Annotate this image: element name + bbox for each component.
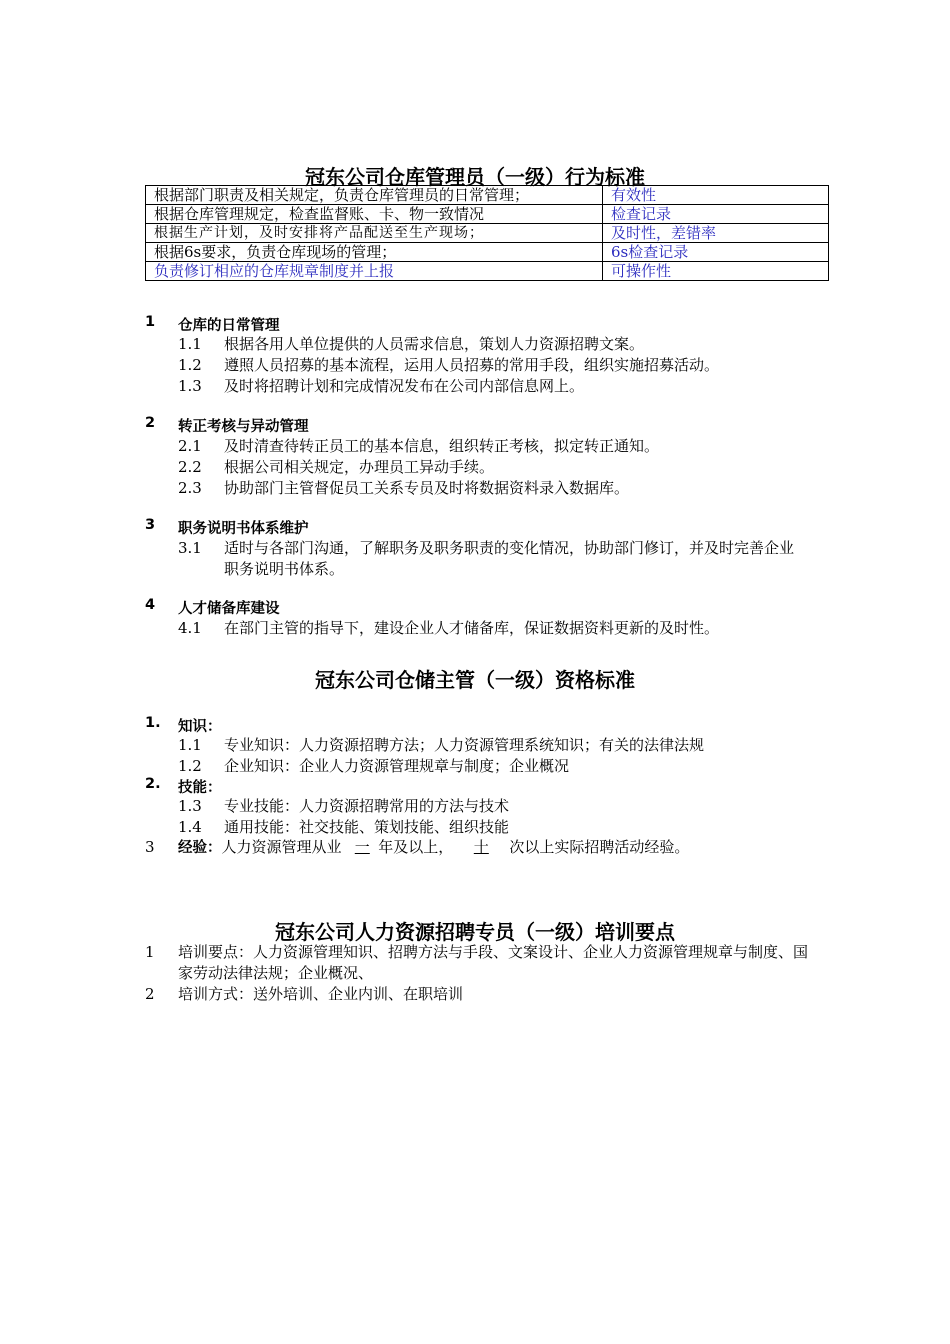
item-text: 在部门主管的指导下，建设企业人才储备库，保证数据资料更新的及时性。 bbox=[224, 619, 720, 637]
table-row bbox=[146, 224, 829, 243]
section-number: 1 bbox=[145, 314, 156, 330]
training-points-title: 冠东公司人力资源招聘专员（一级）培训要点 bbox=[275, 920, 675, 944]
table-cell: 有效性 bbox=[603, 186, 829, 205]
section-heading: 人才储备库建设 bbox=[178, 601, 280, 617]
table-cell: 及时性，差错率 bbox=[603, 224, 829, 243]
item-number: 4.1 bbox=[178, 619, 202, 637]
experience-line bbox=[178, 837, 814, 859]
item-number: 2.1 bbox=[178, 437, 202, 455]
table-row bbox=[146, 205, 829, 224]
item-number: 2.2 bbox=[178, 458, 202, 476]
behavior-standard-title: 冠东公司仓库管理员（一级）行为标准 bbox=[305, 165, 645, 189]
item-text: 适时与各部门沟通，了解职务及职务职责的变化情况，协助部门修订，并及时完善企业职务说明书体系。 bbox=[224, 539, 795, 578]
section-number: 3 bbox=[145, 838, 155, 856]
section-heading: 知识： bbox=[178, 719, 222, 735]
item-text: 专业技能：人力资源招聘常用的方法与技术 bbox=[224, 797, 510, 815]
section-number: 1. bbox=[145, 715, 161, 731]
item-text: 协助部门主管督促员工关系专员及时将数据资料录入数据库。 bbox=[224, 479, 630, 497]
item-number: 1.1 bbox=[178, 736, 202, 754]
table-cell: 根据部门职责及相关规定，负责仓库管理员的日常管理； bbox=[146, 186, 603, 205]
table-row bbox=[146, 262, 829, 281]
section-heading: 技能： bbox=[178, 780, 222, 796]
experience-text: 年及以上， bbox=[378, 838, 454, 856]
table-cell: 根据生产计划，及时安排将产品配送至生产现场； bbox=[146, 224, 603, 243]
section-number: 2. bbox=[145, 776, 161, 792]
section-number: 4 bbox=[145, 597, 156, 613]
table-cell: 检查记录 bbox=[603, 205, 829, 224]
item-text: 及时清查待转正员工的基本信息，组织转正考核，拟定转正通知。 bbox=[224, 437, 660, 455]
table-row bbox=[146, 243, 829, 262]
training-item-text: 培训方式：送外培训、企业内训、在职培训 bbox=[178, 985, 464, 1003]
section-heading: 仓库的日常管理 bbox=[178, 318, 280, 334]
section-number: 2 bbox=[145, 415, 156, 431]
item-text: 根据公司相关规定，办理员工异动手续。 bbox=[224, 458, 495, 476]
item-number: 2 bbox=[145, 985, 155, 1003]
training-item-text: 培训要点：人力资源管理知识、招聘方法与手段、文案设计、企业人力资源管理规章与制度、国家劳动法律法规；企业概况、 bbox=[178, 943, 809, 982]
experience-times: 十 bbox=[473, 838, 489, 856]
behavior-standard-table bbox=[145, 185, 829, 281]
item-text: 企业知识：企业人力资源管理规章与制度；企业概况 bbox=[224, 757, 570, 775]
table-cell: 根据6s要求，负责仓库现场的管理； bbox=[146, 243, 603, 262]
experience-text: 人力资源管理从业 bbox=[221, 838, 342, 856]
item-number: 2.3 bbox=[178, 479, 202, 497]
experience-years: 一 bbox=[354, 838, 370, 856]
table-cell: 根据仓库管理规定，检查监督账、卡、物一致情况 bbox=[146, 205, 603, 224]
section-number: 3 bbox=[145, 517, 156, 533]
item-text: 根据各用人单位提供的人员需求信息，策划人力资源招聘文案。 bbox=[224, 335, 645, 353]
item-text: 及时将招聘计划和完成情况发布在公司内部信息网上。 bbox=[224, 377, 585, 395]
item-number: 3.1 bbox=[178, 539, 202, 557]
item-number: 1.2 bbox=[178, 356, 202, 374]
item-number: 1.1 bbox=[178, 335, 202, 353]
section-heading: 转正考核与异动管理 bbox=[178, 419, 309, 435]
item-number: 1.3 bbox=[178, 377, 202, 395]
section-heading: 职务说明书体系维护 bbox=[178, 521, 309, 537]
table-cell: 负责修订相应的仓库规章制度并上报 bbox=[146, 262, 603, 281]
item-number: 1.3 bbox=[178, 797, 202, 815]
item-text: 通用技能：社交技能、策划技能、组织技能 bbox=[224, 818, 510, 836]
table-cell: 6s检查记录 bbox=[603, 243, 829, 262]
qualification-standard-title: 冠东公司仓储主管（一级）资格标准 bbox=[315, 668, 635, 692]
experience-label: 经验： bbox=[178, 840, 222, 856]
item-number: 1 bbox=[145, 943, 155, 961]
table-row bbox=[146, 186, 829, 205]
item-number: 1.4 bbox=[178, 818, 202, 836]
item-text: 遵照人员招募的基本流程，运用人员招募的常用手段，组织实施招募活动。 bbox=[224, 356, 720, 374]
table-cell: 可操作性 bbox=[603, 262, 829, 281]
item-number: 1.2 bbox=[178, 757, 202, 775]
experience-text: 次以上实际招聘活动经验。 bbox=[509, 838, 690, 856]
item-text: 专业知识：人力资源招聘方法；人力资源管理系统知识；有关的法律法规 bbox=[224, 736, 705, 754]
